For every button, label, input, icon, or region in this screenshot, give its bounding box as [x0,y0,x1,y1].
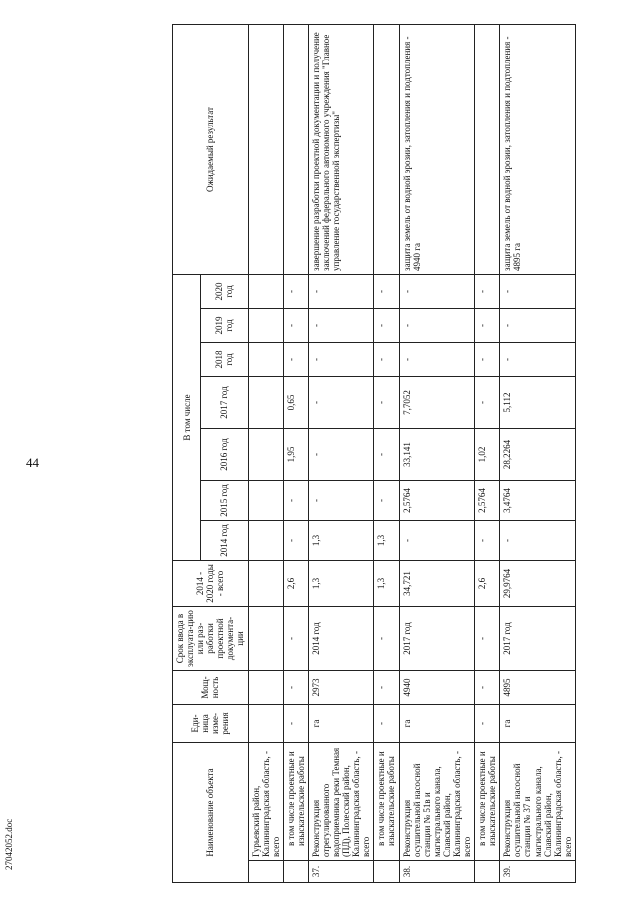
row-2018: - [308,343,373,377]
row-2019: - [399,309,475,343]
row-2015 [248,481,283,521]
row-2017: - [308,377,373,429]
row-capacity [248,671,283,705]
row-result [248,24,283,274]
row-total: 2,6 [283,561,308,607]
table-row [248,24,283,882]
row-2015: - [374,481,399,521]
row-total: 34,721 [399,561,475,607]
row-term [248,607,283,671]
row-2019: - [374,309,399,343]
header-2014: 2014 год [201,521,248,561]
row-2017: - [475,377,500,429]
row-unit [248,705,283,743]
row-term: - [374,607,399,671]
row-total: 1,3 [308,561,373,607]
header-2017: 2017 год [201,377,248,429]
row-2019: - [500,309,576,343]
row-unit: - [374,705,399,743]
row-unit: га [308,705,373,743]
row-2020: - [374,274,399,308]
row-2019: - [308,309,373,343]
row-2017 [248,377,283,429]
row-2016: - [308,429,373,481]
header-incl: В том числе [173,274,201,560]
row-2016: - [374,429,399,481]
row-2018: - [475,343,500,377]
row-2020: - [283,274,308,308]
row-term: - [283,607,308,671]
row-total: 1,3 [374,561,399,607]
row-2020: - [399,274,475,308]
row-num [248,861,283,883]
row-name: в том числе проектные и изыскательские работы [283,743,308,861]
row-result [374,24,399,274]
row-capacity: - [475,671,500,705]
row-2019: - [283,309,308,343]
row-2015: - [283,481,308,521]
row-2018: - [500,343,576,377]
row-2017: 7,7052 [399,377,475,429]
row-capacity: 4940 [399,671,475,705]
rotated-table [172,25,580,883]
row-result: защита земель от водной эрозии, затопления и подтопления - 4940 га [399,24,475,274]
header-2015: 2015 год [201,481,248,521]
row-unit: - [283,705,308,743]
row-num [283,861,308,883]
header-capacity: Мощ-ность [173,671,249,705]
row-2018: - [374,343,399,377]
row-2020: - [500,274,576,308]
row-2015: - [308,481,373,521]
row-unit: га [399,705,475,743]
row-total: 2,6 [475,561,500,607]
objects-table [172,24,576,883]
row-num [475,861,500,883]
row-2016 [248,429,283,481]
row-num [374,861,399,883]
row-result [475,24,500,274]
page-number: 44 [26,455,39,470]
row-name: Реконструкция отрегулированного водоприемника реки Темная (ПД), Полесский район, Калининградская область, - всего [308,743,373,861]
row-num: 38. [399,861,475,883]
header-unit: Еди-ница изме-рения [173,705,249,743]
row-result [283,24,308,274]
header-2016: 2016 год [201,429,248,481]
row-name: в том числе проектные и изыскательские работы [374,743,399,861]
row-2015: 3,4764 [500,481,576,521]
header-term: Срок ввода в эксплуата-цию или раз-работки проектной документа-ции [173,607,249,671]
row-2019 [248,309,283,343]
row-2018: - [283,343,308,377]
row-2016: 1,02 [475,429,500,481]
row-name: в том числе проектные и изыскательские работы [475,743,500,861]
row-term: 2014 год [308,607,373,671]
doc-stamp: 27042052.doc [4,818,14,870]
row-capacity: 4895 [500,671,576,705]
header-total: 2014 - 2020 годы - всего [173,561,249,607]
row-total [248,561,283,607]
row-num: 37. [308,861,373,883]
row-2016: 28,2264 [500,429,576,481]
row-2014: 1,3 [374,521,399,561]
row-2014: - [399,521,475,561]
row-2017: - [374,377,399,429]
row-total: 29,9764 [500,561,576,607]
header-2020: 2020 год [201,274,248,308]
row-name: Гурьевский район, Калининградская область, - всего [248,743,283,861]
table-row [308,24,373,882]
table-row [475,24,500,882]
header-2018: 2018 год [201,343,248,377]
row-capacity: - [374,671,399,705]
header-2019: 2019 год [201,309,248,343]
table-row [283,24,308,882]
row-2015: 2,5764 [475,481,500,521]
row-2016: 33,141 [399,429,475,481]
row-capacity: 2973 [308,671,373,705]
row-unit: га [500,705,576,743]
row-2014: 1,3 [308,521,373,561]
header-name: Наименование объекта [173,743,249,883]
row-2014 [248,521,283,561]
table-row [374,24,399,882]
row-2017: 0,65 [283,377,308,429]
row-2018 [248,343,283,377]
header-result: Ожидаемый результат [173,24,249,274]
row-unit: - [475,705,500,743]
row-2018: - [399,343,475,377]
row-term: 2017 год [399,607,475,671]
row-num: 39. [500,861,576,883]
row-2016: 1,95 [283,429,308,481]
row-2014: - [500,521,576,561]
row-name: Реконструкция осушительной насосной станции № 37 и магистрального канала, Славский район, Калининградская область, - всего [500,743,576,861]
row-2014: - [475,521,500,561]
table-row [399,24,475,882]
row-2019: - [475,309,500,343]
row-2015: 2,5764 [399,481,475,521]
row-result: завершение разработки проектной документации и получение заключений федерального автономного учреждения "Главное управление государственной экспертизы" [308,24,373,274]
row-capacity: - [283,671,308,705]
row-2014: - [283,521,308,561]
row-2020: - [475,274,500,308]
row-2020 [248,274,283,308]
row-term: - [475,607,500,671]
row-term: 2017 год [500,607,576,671]
row-result: защита земель от водной эрозии, затопления и подтопления - 4895 га [500,24,576,274]
row-2020: - [308,274,373,308]
row-2017: 5,112 [500,377,576,429]
row-name: Реконструкция осушительной насосной станции № 51в и магистрального канала, Славский район, Калининградская область, - всего [399,743,475,861]
table-row [500,24,576,882]
